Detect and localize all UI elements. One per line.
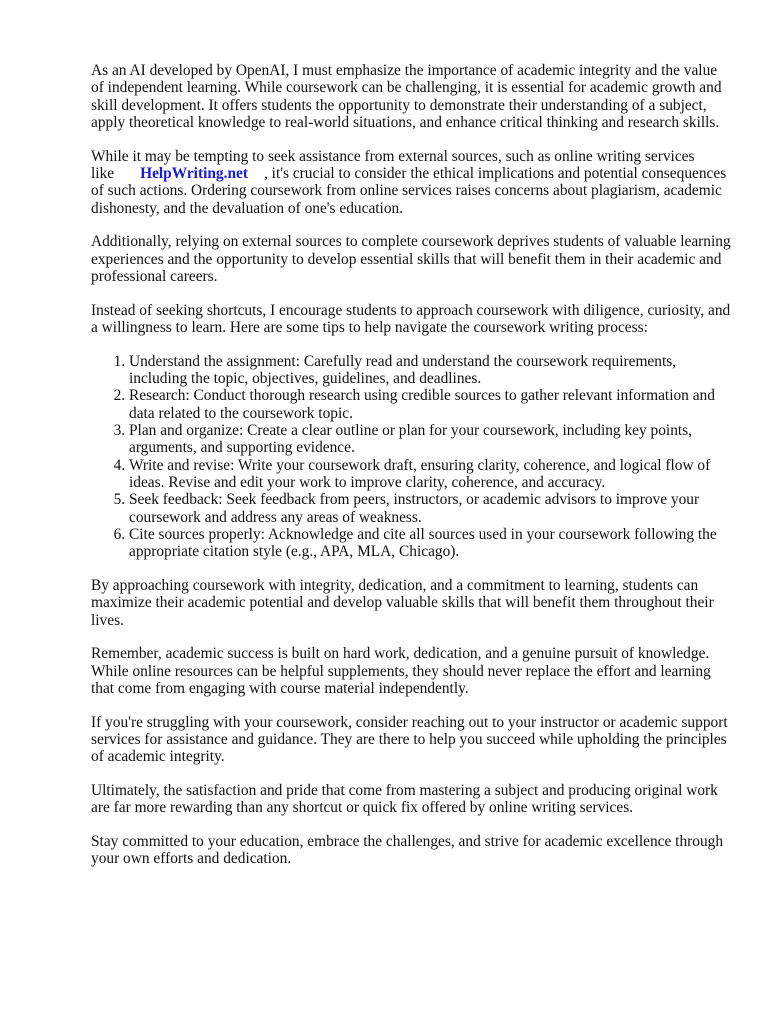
paragraph-external-sources-text-before: While it may be tempting to seek assistance from external sources, such as online writing services like xyxy=(91,147,695,182)
tips-list xyxy=(91,353,731,561)
list-item: 4. Write and revise: Write your coursework draft, ensuring clarity, coherence, and logical flow of ideas. Revise and edit your work to improve clarity, coherence, and accuracy. xyxy=(129,457,731,492)
paragraph-additionally: Additionally, relying on external sources to complete coursework deprives students of valuable learning experiences and the opportunity to develop essential skills that will benefit them in their academic and professional careers. xyxy=(91,233,731,285)
list-item: 5. Seek feedback: Seek feedback from peers, instructors, or academic advisors to improve your coursework and address any areas of weakness. xyxy=(129,491,731,526)
paragraph-stay-committed: Stay committed to your education, embrace the challenges, and strive for academic excellence through your own efforts and dedication. xyxy=(91,833,724,868)
paragraph-ultimately: Ultimately, the satisfaction and pride that come from mastering a subject and producing original work are far more rewarding than any shortcut or quick fix offered by online writing services. xyxy=(91,782,718,817)
document-page xyxy=(91,62,731,884)
helpwriting-link[interactable]: HelpWriting.net xyxy=(140,164,248,182)
paragraph-remember: Remember, academic success is built on hard work, dedication, and a genuine pursuit of knowledge. While online resources can be helpful supplements, they should never replace the effort and learning that come from engaging with course material independently. xyxy=(91,645,711,697)
list-item: 2. Research: Conduct thorough research using credible sources to gather relevant information and data related to the coursework topic. xyxy=(129,387,731,422)
paragraph-struggling: If you're struggling with your coursework, consider reaching out to your instructor or academic support services for assistance and guidance. They are there to help you succeed while upholding the principles of academic integrity. xyxy=(91,713,728,766)
paragraph-intro: As an AI developed by OpenAI, I must emphasize the importance of academic integrity and the value of independent learning. While coursework can be challenging, it is essential for academic growth and skill development. It offers students the opportunity to demonstrate their understanding of a subject, apply theoretical knowledge to real-world situations, and enhance critical thinking and research skills. xyxy=(91,62,722,131)
list-item: 6. Cite sources properly: Acknowledge and cite all sources used in your coursework following the appropriate citation style (e.g., APA, MLA, Chicago). xyxy=(129,526,731,561)
paragraph-instead: Instead of seeking shortcuts, I encourage students to approach coursework with diligence, curiosity, and a willingness to learn. Here are some tips to help navigate the coursework writing process: xyxy=(91,301,731,337)
list-item: 3. Plan and organize: Create a clear outline or plan for your coursework, including key points, arguments, and supporting evidence. xyxy=(129,422,731,457)
paragraph-approaching: By approaching coursework with integrity, dedication, and a commitment to learning, students can maximize their academic potential and develop valuable skills that will benefit them throughout their lives. xyxy=(91,576,714,629)
paragraph-external-sources-text-after: , it's crucial to consider the ethical implications and potential consequences of such actions. Ordering coursework from online services raises concerns about plagiarism, academic dishonesty, and the devaluation of one's education. xyxy=(91,164,727,217)
list-item: 1. Understand the assignment: Carefully read and understand the coursework requirements, including the topic, objectives, guidelines, and deadlines. xyxy=(129,353,731,388)
paragraph-external-sources xyxy=(91,148,731,217)
